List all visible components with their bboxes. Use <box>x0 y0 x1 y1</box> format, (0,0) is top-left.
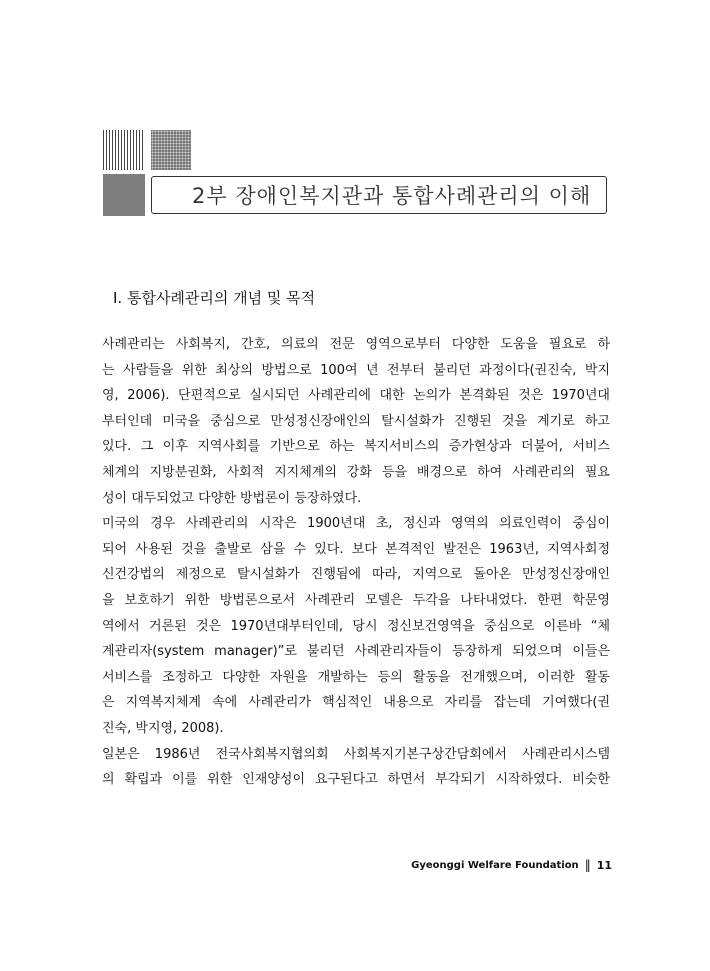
body-line: 사례관리는 사회복지, 간호, 의료의 전문 영역으로부터 다양한 도움을 필요로 하 <box>102 337 610 352</box>
page-footer <box>411 858 612 872</box>
body-line: 되어 사용된 것을 출발로 삼을 수 있다. 보다 본격적인 발전은 1963년, 지역사회정 <box>102 541 610 557</box>
body-line: 을 보호하기 위한 방법론으로서 사례관리 모델은 두각을 나타내었다. 한편 학문영 <box>102 592 610 608</box>
body-text <box>102 332 610 793</box>
body-line: 진숙, 박지영, 2008). <box>102 720 224 736</box>
body-line: 의 확립과 이를 위한 인재양성이 요구된다고 하면서 부각되기 시작하였다. 비슷한 <box>102 772 610 788</box>
body-line: 성이 대두되었고 다양한 방법론이 등장하였다. <box>102 490 362 506</box>
body-line: 는 사람들을 위한 최상의 방법으로 100여 년 전부터 불리던 과정이다(권진숙, 박지 <box>102 362 610 378</box>
body-line: 있다. 그 이후 지역사회를 기반으로 하는 복지서비스의 증가현상과 더불어, 서비스 <box>102 439 610 455</box>
decorative-dot-block <box>151 130 191 170</box>
body-line: 영, 2006). 단편적으로 실시되던 사례관리에 대한 논의가 본격화된 것은 1970년대 <box>102 388 610 404</box>
body-line: 서비스를 조정하고 다양한 자원을 개발하는 등의 활동을 전개했으며, 이러한 활동 <box>102 669 610 685</box>
part-title: 2부 장애인복지관과 통합사례관리의 이해 <box>192 184 592 208</box>
footer-separator: ‖ <box>584 858 591 872</box>
body-line: 체계의 지방분권화, 사회적 지지체계의 강화 등을 배경으로 하여 사례관리의 필요 <box>102 464 610 480</box>
body-line: 계관리자(system manager)”로 불리던 사례관리자들이 등장하게 되었으며 이들은 <box>102 644 610 660</box>
part-title-box <box>151 176 607 214</box>
decorative-stripe-block <box>103 130 145 170</box>
body-line: 부터인데 미국을 중심으로 만성정신장애인의 탈시설화가 진행된 것을 계기로 하고 <box>102 413 610 429</box>
body-line: 역에서 거론된 것은 1970년대부터인데, 당시 정신보건영역을 중심으로 이른바 “체 <box>102 618 610 634</box>
body-line: 은 지역복지체계 속에 사례관리가 핵심적인 내용으로 자리를 잡는데 기여했다(권 <box>102 695 610 711</box>
page-number: 11 <box>596 858 612 872</box>
section-heading: Ⅰ. 통합사례관리의 개념 및 목적 <box>113 289 316 307</box>
body-line: 미국의 경우 사례관리의 시작은 1900년대 초, 정신과 영역의 의료인력이 중심이 <box>102 516 610 532</box>
body-line: 일본은 1986년 전국사회복지협의회 사회복지기본구상간담회에서 사례관리시스템 <box>102 746 610 762</box>
body-line: 신건강법의 제정으로 탈시설화가 진행됨에 따라, 지역으로 돌아온 만성정신장애인 <box>102 567 610 583</box>
footer-org: Gyeonggi Welfare Foundation <box>411 859 579 871</box>
decorative-gray-square <box>103 174 145 216</box>
